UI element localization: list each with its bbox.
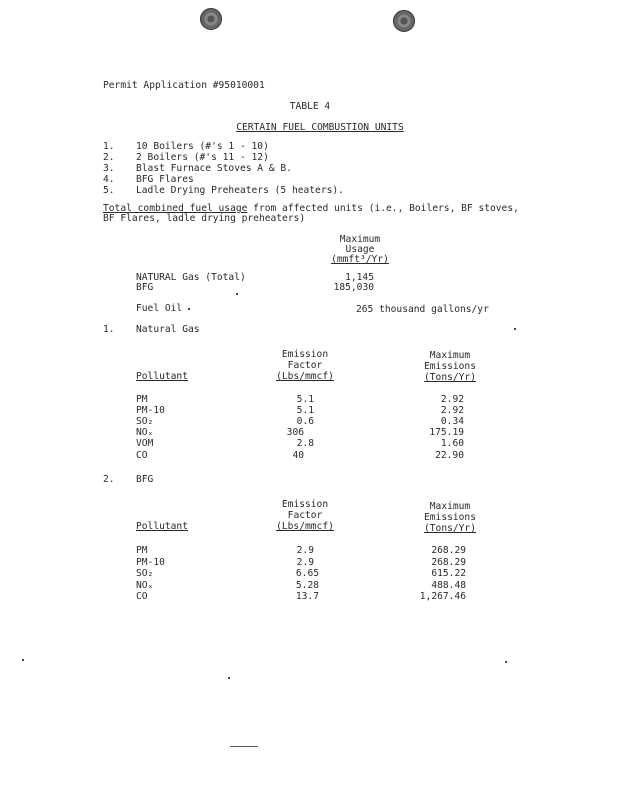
- max-emissions-header: Emissions: [424, 512, 476, 523]
- max-cell: 2.92: [440, 394, 464, 405]
- factor-cell: 6.65: [295, 568, 319, 579]
- usage-row-value: 185,030: [333, 282, 374, 293]
- max-cell: 1.60: [440, 438, 464, 449]
- scan-speck: [236, 293, 238, 295]
- emission-factor-header: Factor: [287, 360, 323, 371]
- factor-cell: 5.1: [296, 394, 314, 405]
- section-number: 2.: [103, 474, 115, 485]
- pollutant-cell: VOM: [136, 438, 154, 449]
- factor-cell: 13.7: [295, 591, 319, 602]
- section-title: Natural Gas: [136, 324, 200, 335]
- usage-intro-line2: BF Flares, ladle drying preheaters): [103, 213, 306, 224]
- unit-number: 3.: [103, 163, 115, 174]
- factor-cell: 306: [286, 427, 304, 438]
- section-number: 1.: [103, 324, 115, 335]
- usage-row-label: BFG: [136, 282, 154, 293]
- table-title: TABLE 4: [289, 101, 331, 112]
- scan-speck: [22, 659, 24, 661]
- max-cell: 1,267.46: [419, 591, 466, 602]
- pollutant-cell: SO₂: [136, 568, 154, 579]
- usage-intro-rest: from affected units (i.e., Boilers, BF stoves,: [247, 203, 519, 214]
- fuel-oil-label: Fuel Oil: [136, 303, 183, 314]
- unit-text: 2 Boilers (#'s 11 - 12): [136, 152, 269, 163]
- unit-text: Ladle Drying Preheaters (5 heaters).: [136, 185, 344, 196]
- factor-cell: 2.8: [296, 438, 314, 449]
- emission-factor-header: Emission: [281, 349, 329, 360]
- usage-row-value: 1,145: [345, 272, 374, 283]
- usage-row-label: NATURAL Gas (Total): [136, 272, 246, 283]
- scan-speck: [514, 328, 516, 330]
- max-cell: 488.48: [431, 580, 466, 591]
- usage-col-header: (mmft³/Yr): [331, 254, 389, 265]
- usage-col-header: Maximum: [339, 234, 381, 245]
- unit-number: 4.: [103, 174, 115, 185]
- max-cell: 175.19: [429, 427, 464, 438]
- factor-cell: 40: [292, 450, 304, 461]
- unit-text: BFG Flares: [136, 174, 194, 185]
- max-cell: 268.29: [431, 545, 466, 556]
- factor-cell: 5.28: [295, 580, 319, 591]
- max-cell: 615.22: [431, 568, 466, 579]
- factor-cell: 0.6: [296, 416, 314, 427]
- max-emissions-header: (Tons/Yr): [424, 523, 476, 534]
- emission-factor-header: (Lbs/mmcf): [276, 371, 334, 382]
- factor-cell: 5.1: [296, 405, 314, 416]
- scan-speck: [505, 661, 507, 663]
- scan-mark-line: [230, 746, 258, 747]
- unit-number: 2.: [103, 152, 115, 163]
- unit-number: 1.: [103, 141, 115, 152]
- pollutant-cell: CO: [136, 450, 148, 461]
- scan-speck: [188, 308, 190, 310]
- usage-col-header: Usage: [345, 244, 375, 255]
- emission-factor-header: Emission: [281, 499, 329, 510]
- max-cell: 2.92: [440, 405, 464, 416]
- pollutant-cell: NOₓ: [136, 580, 154, 591]
- unit-text: Blast Furnace Stoves A & B.: [136, 163, 292, 174]
- max-cell: 268.29: [431, 557, 466, 568]
- table-subtitle: CERTAIN FUEL COMBUSTION UNITS: [236, 122, 404, 133]
- pollutant-cell: PM: [136, 545, 148, 556]
- pollutant-cell: PM-10: [136, 405, 165, 416]
- unit-number: 5.: [103, 185, 115, 196]
- max-emissions-header: (Tons/Yr): [424, 372, 476, 383]
- pollutant-cell: PM-10: [136, 557, 165, 568]
- max-emissions-header: Maximum: [429, 350, 471, 361]
- factor-cell: 2.9: [296, 557, 314, 568]
- factor-cell: 2.9: [296, 545, 314, 556]
- hole-punch-left-icon: [200, 8, 222, 30]
- pollutant-header: Pollutant: [136, 521, 188, 532]
- pollutant-cell: NOₓ: [136, 427, 154, 438]
- max-emissions-header: Maximum: [429, 501, 471, 512]
- emission-factor-header: Factor: [287, 510, 323, 521]
- section-title: BFG: [136, 474, 154, 485]
- max-emissions-header: Emissions: [424, 361, 476, 372]
- pollutant-cell: CO: [136, 591, 148, 602]
- pollutant-cell: SO₂: [136, 416, 154, 427]
- pollutant-header: Pollutant: [136, 371, 188, 382]
- pollutant-cell: PM: [136, 394, 148, 405]
- emission-factor-header: (Lbs/mmcf): [276, 521, 334, 532]
- max-cell: 22.90: [435, 450, 464, 461]
- hole-punch-right-icon: [393, 10, 415, 32]
- max-cell: 0.34: [440, 416, 464, 427]
- usage-intro-underlined: Total combined fuel usage: [103, 203, 248, 214]
- scan-speck: [228, 677, 230, 679]
- unit-text: 10 Boilers (#'s 1 - 10): [136, 141, 269, 152]
- permit-number: Permit Application #95010001: [103, 80, 265, 91]
- fuel-oil-value: 265 thousand gallons/yr: [356, 304, 489, 315]
